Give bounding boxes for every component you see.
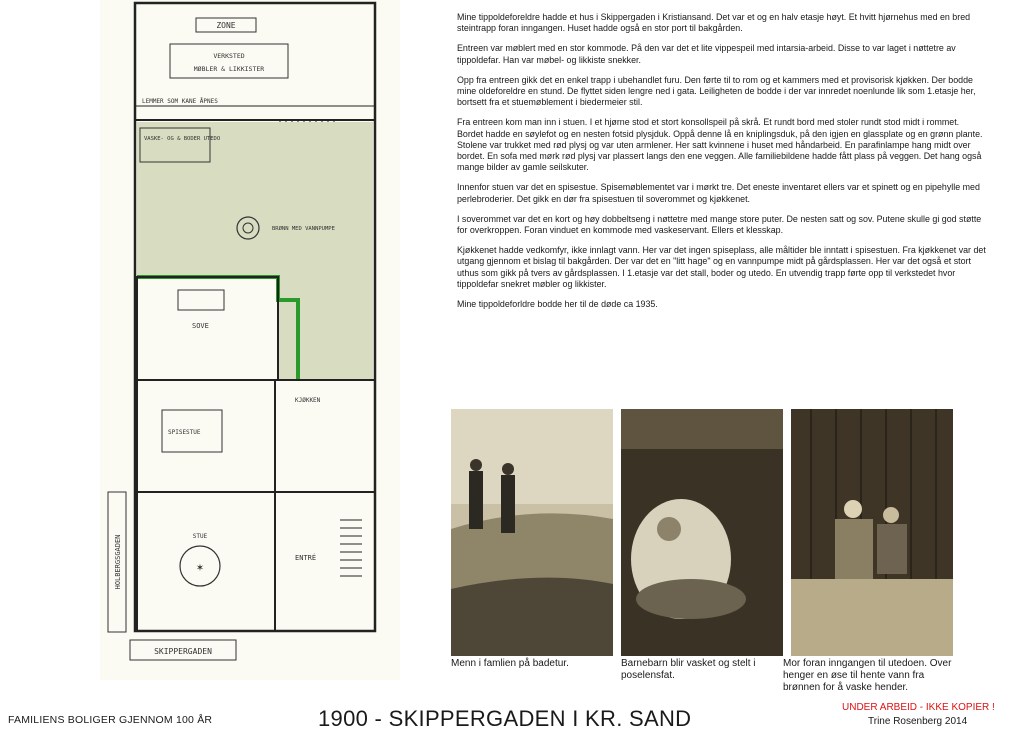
label-verksted: VERKSTED <box>213 52 245 60</box>
paragraph: Kjøkkenet hadde vedkomfyr, ikke innlagt vann. Her var det ingen spiseplass, alle måltider ble inntatt i spisestuen. Fra kjøkkenet var det utgang gjennom et bislag til bakgården. Der var det en "litt hage" og en vannpumpe midt på gårdsplassen. Her var det også et stort uthus som gikk på tvers av gårdsplassen. I 1.etasje var det stall, boder og utedo. En utvendig trapp førte opp til verkstedet hvor tippoldefar snekret møbler og likkister. <box>457 245 986 289</box>
author-credit: Trine Rosenberg 2014 <box>868 716 968 727</box>
page-title: 1900 - SKIPPERGADEN I KR. SAND <box>318 706 692 731</box>
label-skippergaden: SKIPPERGADEN <box>154 647 212 656</box>
photo-washing <box>621 409 783 656</box>
paragraph: I soverommet var det en kort og høy dobbeltseng i nøttetre med mange store puter. De nesten satt og sov. Putene skulle gi god støtte for overkroppen. Foran vinduet en kommode med vaskeservant. Ellers et klesskap. <box>457 213 982 236</box>
photo-outhouse <box>791 409 953 656</box>
label-bronn: BRØNN MED VANNPUMPE <box>272 226 335 232</box>
photo-caption-beach: Menn i famlien på badetur. <box>451 658 569 669</box>
paragraph: Mine tippoldeforeldre hadde et hus i Skippergaden i Kristiansand. Det var et og en halv etasje høyt. Et hvitt hjørnehus med en bred steintrapp foran inngangen. Huset hadde også en stor port til bakgården. <box>457 12 971 34</box>
draft-warning: UNDER ARBEID - IKKE KOPIER ! <box>842 702 995 713</box>
series-title: FAMILIENS BOLIGER GJENNOM 100 ÅR <box>8 714 213 726</box>
label-entre: ENTRÉ <box>295 554 317 562</box>
svg-text:✶: ✶ <box>196 560 204 574</box>
paragraph: Fra entreen kom man inn i stuen. I et hjørne stod et stort konsollspeil på skrå. Et rundt bord med stoler rundt stod midt i rommet. Bordet hadde en søylefot og en nesten fotsid plysjduk. Oppå denne lå en kniplingsduk, på den igjen en glassplate og en grønn plante. Stolene var trukket med rød plysj og var uten armlener. Her satt kvinnene i huset med håndarbeid. En parafinlampe hang midt over bordet. En sofa med mørk rød plysj var plassert langs den ene veggen. Alle familiebildene hadde fått plass på veggen. Det hang også mange bilder av gamle seilskuter. <box>457 117 983 173</box>
label-lemmer: LEMMER SOM KANE ÅPNES <box>142 98 218 105</box>
label-vaske: VASKE- OG & BODER UTEDO <box>144 136 221 142</box>
paragraph: Innenfor stuen var det en spisestue. Spisemøblementet var i mørkt tre. Det eneste inventaret ellers var et spinett og en pipehylle med perlebroderier. Det gikk en dør fra spisestuen til soverommet og kjøkkenet. <box>457 182 980 204</box>
paragraph: Opp fra entreen gikk det en enkel trapp i ubehandlet furu. Den førte til to rom og et kammers med et provisorisk kjøkken. Der bodde mine oldeforeldre en stund. De flyttet siden lengre ned i gata. Leiligheten de bodde i der var innredet noenlunde lik som 1.etasje her, bortsett fra et stuemøblement i biedermeier stil. <box>457 74 976 108</box>
label-holbergsgaden: HOLBERGSGADEN <box>114 534 122 590</box>
photo-caption-outhouse: Mor foran inngangen til utedoen. Over henger en øse til hente vann fra brønnen for å vaske hender. <box>783 658 952 693</box>
story-text <box>457 12 987 319</box>
label-moebler: MØBLER & LIKKISTER <box>193 65 265 73</box>
label-kjokken: KJØKKEN <box>295 397 321 404</box>
photo-caption-washing: Barnebarn blir vasket og stelt i poselensfat. <box>621 658 756 681</box>
label-sove: SOVE <box>192 322 209 330</box>
label-zone: ZONE <box>216 21 236 30</box>
paragraph: Entreen var møblert med en stor kommode. På den var det et lite vippespeil med intarsia-arbeid. Disse to var laget i nøttetre av tippoldefar. Han var møbel- og likkiste snekker. <box>457 43 956 65</box>
floor-plan <box>100 0 400 680</box>
label-spisestue: SPISESTUE <box>168 429 201 436</box>
label-stue: STUE <box>192 533 208 540</box>
photo-beach <box>451 409 613 656</box>
paragraph: Mine tippoldeforldre bodde her til de døde ca 1935. <box>457 299 658 310</box>
